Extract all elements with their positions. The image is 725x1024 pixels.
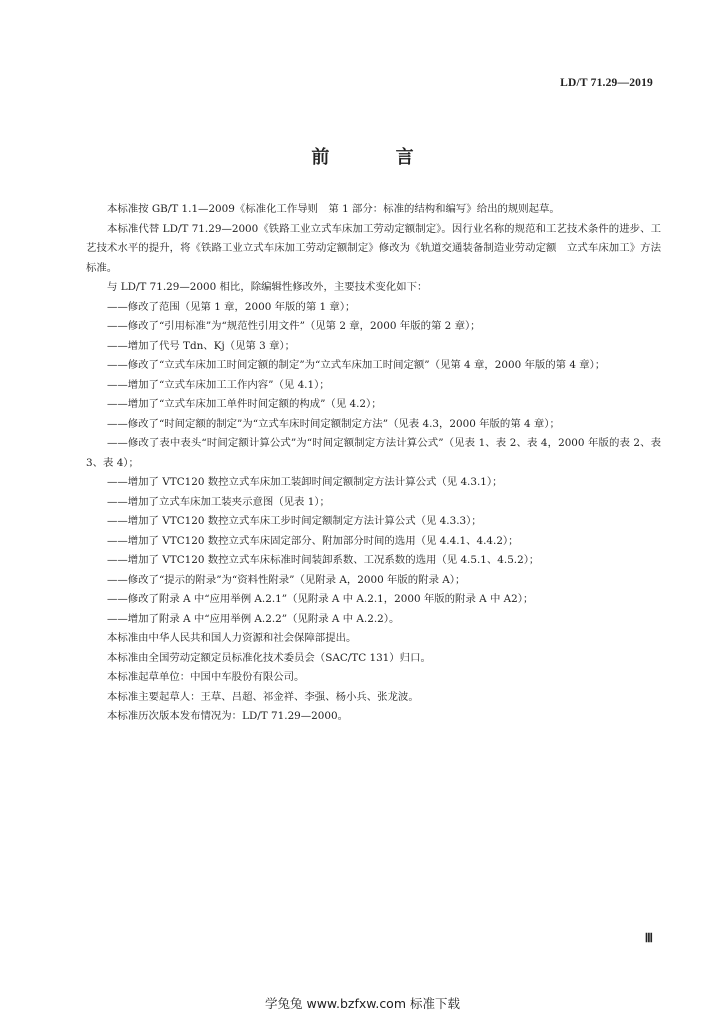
change-item: ——修改了“时间定额的制定”为“立式车床时间定额制定方法”（见表 4.3，2000 年版的第 4 章）； (107, 417, 560, 430)
paragraph-changes-intro: 与 LD/T 71.29—2000 相比，除编辑性修改外，主要技术变化如下： (107, 281, 428, 293)
change-item: ——增加了“立式车床加工单件时间定额的构成”（见 4.2）； (107, 398, 382, 410)
paragraph-history: 本标准历次版本发布情况为：LD/T 71.29—2000。 (107, 710, 349, 722)
change-item: ——增加了“立式车床加工工作内容”（见 4.1）； (107, 378, 330, 391)
change-item: ——增加了立式车床加工装夹示意图（见表 1）； (107, 495, 330, 508)
download-footer: 学兔兔 www.bzfxw.com 标准下载 (265, 996, 460, 1011)
paragraph-drafting-unit: 本标准起草单位：中国中车股份有限公司。 (107, 671, 305, 683)
standard-code: LD/T 71.29—2019 (560, 77, 653, 89)
page-title: 前 言 (311, 147, 444, 168)
change-item: ——修改了附录 A 中“应用举例 A.2.1”（见附录 A 中 A.2.1，2000 年版的附录 A 中 A2）； (107, 593, 534, 605)
change-item: ——增加了 VTC120 数控立式车床固定部分、附加部分时间的选用（见 4.4.1、4.4.2）； (107, 534, 519, 547)
paragraph-replacement: 本标准代替 LD/T 71.29—2000《铁路工业立式车床加工劳动定额制定》。因行业名称的规范和工艺技术条件的进步、工艺技术水平的提升，将《铁路工业立式车床加工劳动定额制定》修改为《轨道交通装备制造业劳动定额 立式车床加工》方法标准。 (86, 222, 661, 274)
change-item: ——修改了表中表头“时间定额计算公式”为“时间定额制定方法计算公式”（见表 1、表 2、表 4，2000 年版的表 2、表 3、表 4）； (86, 437, 661, 469)
change-item: ——增加了代号 Tdn、Kj（见第 3 章）； (107, 339, 296, 352)
foreword-body (86, 200, 661, 727)
change-item: ——增加了 VTC120 数控立式车床加工装卸时间定额制定方法计算公式（见 4.3.1）； (107, 476, 503, 488)
paragraph-drafters: 本标准主要起草人：王草、吕超、祁金祥、李强、杨小兵、张龙波。 (107, 690, 419, 703)
change-item: ——修改了范围（见第 1 章，2000 年版的第 1 章）； (107, 300, 356, 313)
change-item: ——修改了“提示的附录”为“资料性附录”（见附录 A，2000 年版的附录 A）； (107, 573, 466, 586)
page-number: Ⅲ (644, 931, 653, 945)
change-item: ——增加了附录 A 中“应用举例 A.2.2”（见附录 A 中 A.2.2）。 (107, 612, 400, 625)
paragraph-drafting-rules: 本标准按 GB/T 1.1—2009《标准化工作导则 第 1 部分：标准的结构和编写》给出的规则起草。 (107, 203, 560, 215)
change-item: ——修改了“引用标准”为“规范性引用文件”（见第 2 章，2000 年版的第 2 章）； (107, 320, 481, 332)
paragraph-proposer: 本标准由中华人民共和国人力资源和社会保障部提出。 (107, 632, 357, 644)
change-item: ——修改了“立式车床加工时间定额的制定”为“立式车床加工时间定额”（见第 4 章，2000 年版的第 4 章）； (107, 359, 606, 371)
change-item: ——增加了 VTC120 数控立式车床标准时间装卸系数、工况系数的选用（见 4.5.1、4.5.2）； (107, 554, 540, 566)
paragraph-committee: 本标准由全国劳动定额定员标准化技术委员会（SAC/TC 131）归口。 (107, 651, 431, 664)
change-item: ——增加了 VTC120 数控立式车床工步时间定额制定方法计算公式（见 4.3.3）； (107, 515, 482, 527)
